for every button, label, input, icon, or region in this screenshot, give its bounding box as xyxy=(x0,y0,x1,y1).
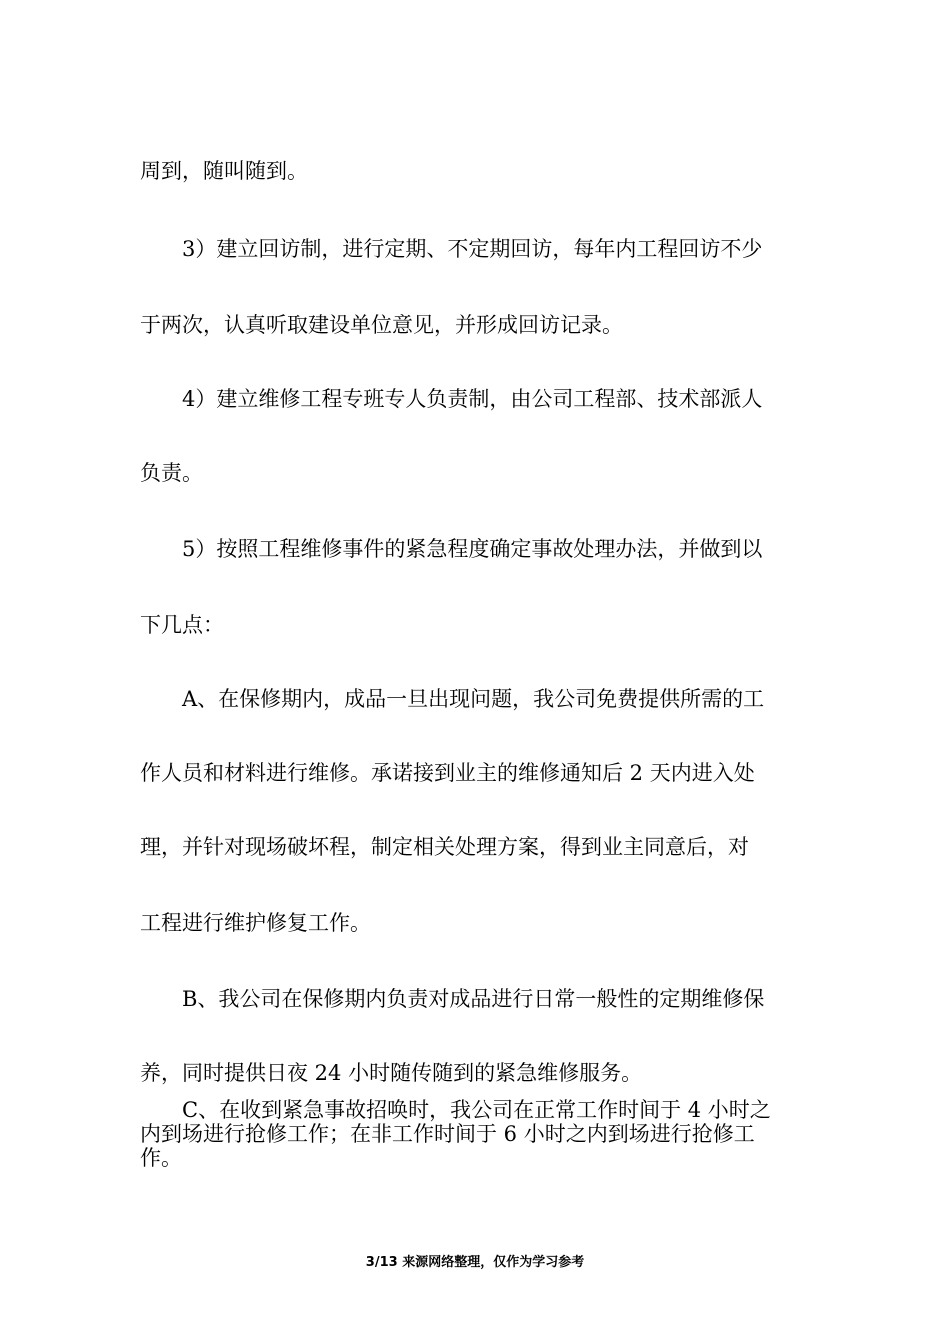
paragraph-line: 工程进行维护修复工作。 xyxy=(140,911,371,935)
paragraph-line: 负责。 xyxy=(140,461,203,485)
paragraph-line: 于两次，认真听取建设单位意见，并形成回访记录。 xyxy=(140,313,623,337)
paragraph-line: 理，并针对现场破坏程，制定相关处理方案，得到业主同意后，对 xyxy=(140,835,749,859)
paragraph-line: 下几点： xyxy=(140,613,224,637)
paragraph-line: 内到场进行抢修工作；在非工作时间于 6 小时之内到场进行抢修工 xyxy=(140,1122,755,1146)
paragraph-line: 作。 xyxy=(140,1146,182,1170)
paragraph-line: 养，同时提供日夜 24 小时随传随到的紧急维修服务。 xyxy=(140,1061,643,1085)
paragraph-line: 4）建立维修工程专班专人负责制，由公司工程部、技术部派人 xyxy=(182,387,763,411)
paragraph-line: 周到，随叫随到。 xyxy=(140,159,308,183)
paragraph-line: 作人员和材料进行维修。承诺接到业主的维修通知后 2 天内进入处 xyxy=(140,761,755,785)
paragraph-line: 3）建立回访制，进行定期、不定期回访，每年内工程回访不少 xyxy=(182,237,763,261)
paragraph-line: B、我公司在保修期内负责对成品进行日常一般性的定期维修保 xyxy=(182,987,765,1011)
paragraph-line: 5）按照工程维修事件的紧急程度确定事故处理办法，并做到以 xyxy=(182,537,763,561)
paragraph-line: C、在收到紧急事故招唤时，我公司在正常工作时间于 4 小时之 xyxy=(182,1098,771,1122)
paragraph-line: A、在保修期内，成品一旦出现问题，我公司免费提供所需的工 xyxy=(182,687,765,711)
page-footer: 3/13 来源网络整理，仅作为学习参考 xyxy=(365,1255,585,1270)
